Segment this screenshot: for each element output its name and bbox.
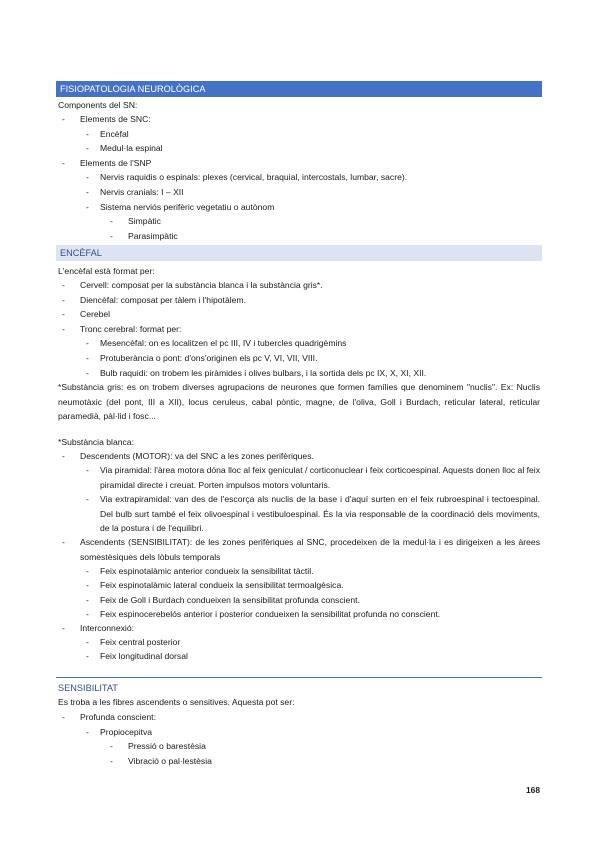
list-bullet: - xyxy=(62,114,65,124)
list-item: Simpàtic xyxy=(128,216,161,227)
list-item: Tronc cerebral: format per: xyxy=(80,323,182,334)
list-item: Propiocepitva xyxy=(100,726,153,737)
section-title-sensibilitat: SENSIBILITAT xyxy=(58,683,118,693)
encefal-intro: L'encèfal està format per: xyxy=(58,266,155,276)
list-bullet: - xyxy=(86,494,89,504)
list-item: Feix longitudinal dorsal xyxy=(100,651,188,662)
components-heading: Components del SN: xyxy=(58,100,138,110)
list-bullet: - xyxy=(62,309,65,320)
list-bullet: - xyxy=(86,651,89,662)
list-bullet: - xyxy=(86,566,89,576)
interconnexio-label: Interconnexió: xyxy=(80,623,134,633)
list-item: Protuberància o pont: d'ons'originen els pc V, VI, VII, VIII. xyxy=(100,353,318,363)
list-bullet: - xyxy=(86,128,89,139)
ascendents-label: Ascendents (SENSIBILITAT): de les zones perifèriques al SNC, procedeixen de la medul·la i es dirigeixen a les àrees somestèsiques dels lòbuls temporals xyxy=(80,537,540,562)
list-item: Profunda conscient: xyxy=(80,712,156,722)
list-bullet: - xyxy=(86,580,89,591)
list-item: Cerebel xyxy=(80,309,111,320)
list-bullet: - xyxy=(86,594,89,605)
list-bullet: - xyxy=(62,323,65,334)
list-bullet: - xyxy=(86,172,89,183)
list-item: Pressió o barestèsia xyxy=(128,741,206,752)
list-item: Sistema nerviós perifèric vegetatiu o autònom xyxy=(100,201,275,212)
list-bullet: - xyxy=(86,465,89,475)
list-item: Nervis cranials: I – XII xyxy=(100,187,184,197)
list-item: Feix espinotalàmic lateral condueix la sensibilitat termoalgèsica. xyxy=(100,580,344,591)
section-title-fisiopatologia: FISIOPATOLOGIA NEUROLÒGICA xyxy=(56,81,542,97)
list-item: Medul·la espinal xyxy=(100,143,163,154)
list-bullet: - xyxy=(110,755,113,766)
list-bullet: - xyxy=(86,338,89,349)
list-bullet: - xyxy=(62,280,65,290)
list-bullet: - xyxy=(86,201,89,212)
list-item: Feix espinotalàmic anterior condueix la sensibilitat tàctil. xyxy=(100,566,314,576)
list-bullet: - xyxy=(110,216,113,227)
list-bullet: - xyxy=(86,353,89,363)
list-item: Elements de SNC: xyxy=(80,114,151,124)
list-item: Vibració o pal·lestèsia xyxy=(128,755,212,766)
substancia-gris-note: *Substància gris: es on trobem diverses agrupacions de neurones que formen famílies que denominem "nuclis". Ex: Nuclis neumotàxic (del pont, III a XII), locus ceruleus, cabal pòntic, magne, de l'oliva, Goll i Burdach, reticular lateral, reticular paramedià, pàl·lid i fosc... xyxy=(58,382,540,421)
list-item: Feix espinocerebelós anterior i posterior condueixen la sensibilitat profunda no conscient. xyxy=(100,609,441,620)
list-item: Diencèfal: composat per tàlem i l'hipotàlem. xyxy=(80,294,246,305)
list-item: Mesencèfal: on es localitzen el pc III, IV i tubercles quadrigèmins xyxy=(100,338,347,349)
list-item: Encèfal xyxy=(100,128,129,139)
list-item: Bulb raquidi: on trobem les piràmides i olives bulbars, i la sortida dels pc IX, X, XI, XII. xyxy=(100,367,427,378)
page-number: 168 xyxy=(526,785,540,795)
list-item: Elements de l'SNP xyxy=(80,157,152,168)
list-bullet: - xyxy=(62,451,65,461)
section-title-encefal: ENCÈFAL xyxy=(56,245,542,261)
list-bullet: - xyxy=(86,187,89,197)
descendents-label: Descendents (MOTOR): va del SNC a les zones perifèriques. xyxy=(80,451,314,461)
list-item: Feix de Goll i Burdach condueixen la sensibilitat profunda conscient. xyxy=(100,594,360,605)
list-bullet: - xyxy=(86,637,89,647)
list-item: Parasimpàtic xyxy=(128,230,178,241)
via-extrapiramidal: Via extrapiramidal: van des de l'escorça als nuclis de la base i d'aquí surten en el feix rubroespinal i tectoespinal. Del bulb surt també el feix olivoespinal i vestibuloespinal. És la via responsable de la coordinació dels moviments, de la postura i de l'equilibri. xyxy=(100,494,540,533)
substancia-blanca-heading: *Substància blanca: xyxy=(58,437,134,447)
list-bullet: - xyxy=(86,609,89,620)
list-bullet: - xyxy=(86,726,89,737)
sensibilitat-intro: Es troba a les fibres ascendents o sensitives. Aquesta pot ser: xyxy=(58,697,295,707)
via-piramidal: Via piramidal: l'àrea motora dóna lloc al feix geniculat / corticonuclear i feix corticoespinal. Aquests donen lloc al feix piramidal directe i creuat. Porten impulsos motors voluntaris. xyxy=(100,465,540,490)
list-bullet: - xyxy=(110,741,113,752)
list-bullet: - xyxy=(62,712,65,722)
list-bullet: - xyxy=(86,143,89,154)
list-bullet: - xyxy=(62,623,65,633)
list-bullet: - xyxy=(86,367,89,378)
list-item: Cervell: composat per la substància blanca i la substància gris*. xyxy=(80,280,323,290)
list-item: Nervis raquidis o espinals: plexes (cervical, braquial, intercostals, lumbar, sacre). xyxy=(100,172,408,183)
list-bullet: - xyxy=(62,537,65,547)
list-bullet: - xyxy=(62,157,65,168)
section-divider xyxy=(56,677,542,678)
list-bullet: - xyxy=(62,294,65,305)
list-bullet: - xyxy=(110,230,113,241)
list-item: Feix central posterior xyxy=(100,637,181,647)
